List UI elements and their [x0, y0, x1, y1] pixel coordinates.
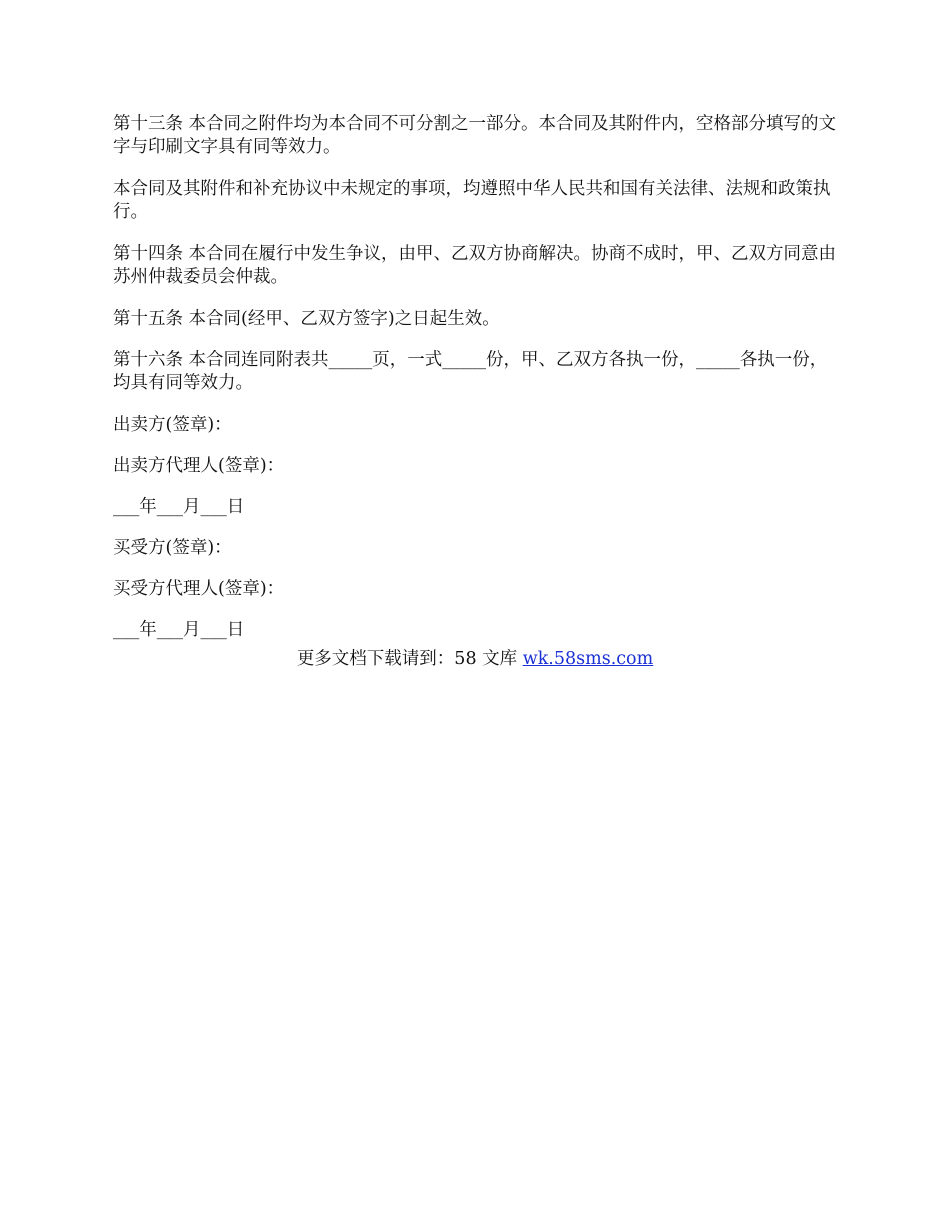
buyer-signature: 买受方(签章)： — [113, 538, 232, 558]
buyer-date: ___年___月___日 — [113, 620, 245, 640]
seller-date: ___年___月___日 — [113, 497, 245, 517]
seller-agent-signature: 出卖方代理人(签章)： — [113, 456, 285, 476]
clause-13: 第十三条 本合同之附件均为本合同不可分割之一部分。本合同及其附件内，空格部分填写的文字与印刷文字具有同等效力。 — [113, 114, 837, 157]
clause-14: 第十四条 本合同在履行中发生争议，由甲、乙双方协商解决。协商不成时，甲、乙双方同意由苏州仲裁委员会仲裁。 — [113, 244, 837, 287]
footer — [0, 648, 950, 671]
seller-signature: 出卖方(签章)： — [113, 415, 232, 435]
footer-text: 更多文档下载请到：58 文库 — [296, 649, 523, 669]
buyer-agent-signature: 买受方代理人(签章)： — [113, 579, 285, 599]
footer-link[interactable]: wk.58sms.com — [522, 649, 654, 669]
document-body — [113, 113, 840, 660]
clause-16: 第十六条 本合同连同附表共_____页，一式_____份，甲、乙双方各执一份，_____各执一份，均具有同等效力。 — [113, 350, 828, 393]
clause-15: 第十五条 本合同(经甲、乙双方签字)之日起生效。 — [113, 309, 500, 329]
clause-13-supplement: 本合同及其附件和补充协议中未规定的事项，均遵照中华人民共和国有关法律、法规和政策执行。 — [113, 179, 831, 222]
